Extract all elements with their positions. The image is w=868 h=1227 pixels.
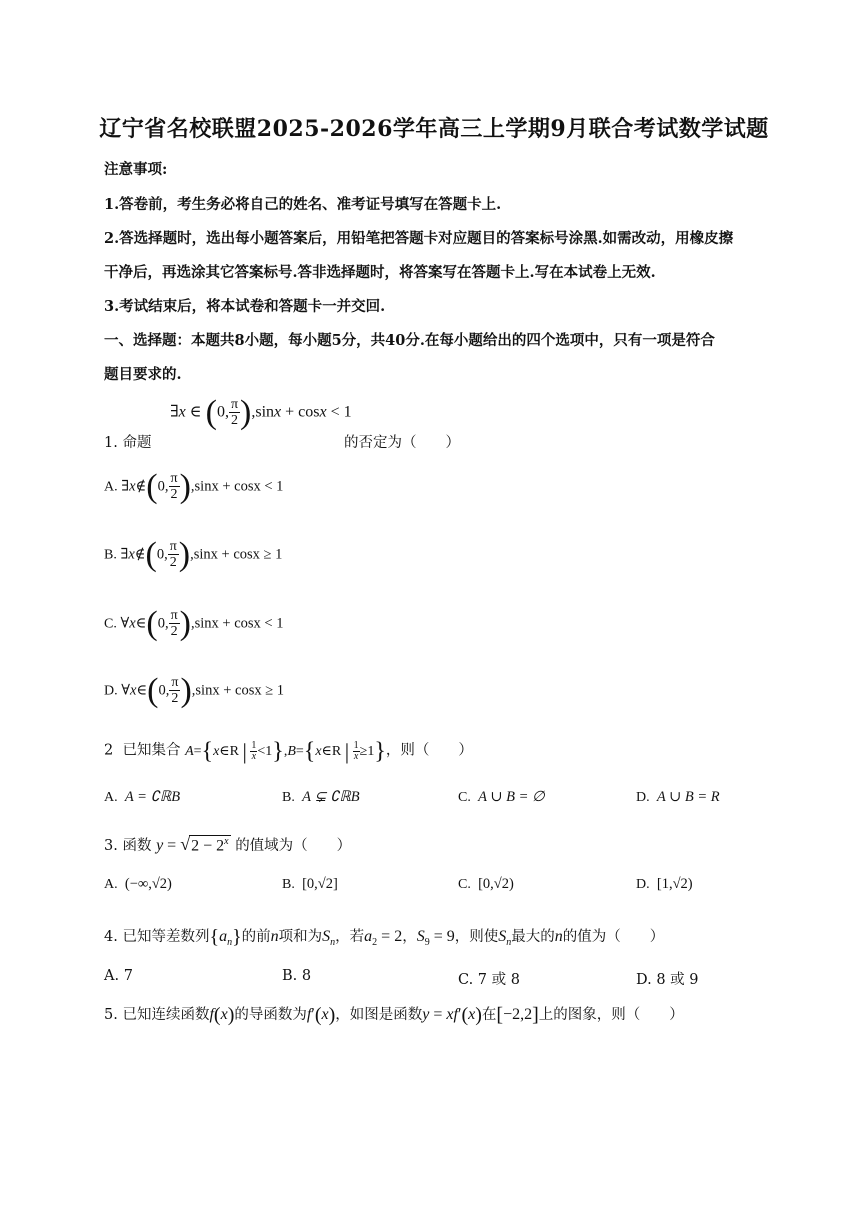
- q4-option-c[interactable]: C. 7 或 8: [458, 972, 520, 988]
- notice-item-3: 3.考试结束后，将本试卷和答题卡一并交回.: [104, 298, 386, 315]
- q4-option-d[interactable]: D. 8 或 9: [636, 972, 699, 988]
- q2-option-c[interactable]: C. A ∪ B = ∅: [458, 789, 545, 805]
- q1-option-d[interactable]: D. ∀x∈(0, $\frac{\pi}{2}$ ),sinx + cosx ≥ 1: [104, 672, 285, 709]
- q4-stem: 4. 已知等差数列$\{a_n\}$的前n项和为$S_n$，若$a_2 = 2$，$S_9 = 9$，则使$S_n$最大的n的值为（ ）: [104, 925, 665, 949]
- q5-stem: 5. 已知连续函数f(x)的导函数为f′(x)，如图是函数y = xf′(x)在[−2,2]上的图象，则（ ）: [104, 1003, 684, 1026]
- q2-option-d[interactable]: D. A ∪ B = R: [636, 789, 720, 805]
- section-heading-cont: 题目要求的.: [104, 366, 182, 383]
- notice-heading: 注意事项:: [104, 161, 168, 178]
- notice-item-2-cont: 干净后，再选涂其它答案标号.答非选择题时，将答案写在答题卡上.写在本试卷上无效.: [104, 264, 656, 281]
- q3-option-c[interactable]: C. [0,√2): [458, 876, 514, 892]
- page-title: 辽宁省名校联盟2025-2026学年高三上学期9月联合考试数学试题: [99, 116, 769, 142]
- notice-item-1: 1.答卷前，考生务必将自己的姓名、准考证号填写在答题卡上.: [104, 196, 502, 213]
- q1-stem: 1. 命题: [104, 435, 152, 451]
- q1-option-a[interactable]: A. ∃x∉(0, $\frac{\pi}{2}$ ),sinx + cosx < 1: [104, 468, 284, 505]
- section-heading: 一、选择题：本题共8小题，每小题5分，共40分.在每小题给出的四个选项中，只有一项是符合: [104, 332, 715, 349]
- q4-option-a[interactable]: A. 7: [104, 968, 133, 984]
- q3-option-d[interactable]: D. [1,√2): [636, 876, 693, 892]
- q3-stem: 3. 函数 $y = √2 - 2^x$ 的值域为（ ）: [104, 834, 352, 854]
- q1-formula: ∃x ∈ (0, $\frac{\pi}{2}$ ),sinx + cosx < 1: [170, 394, 352, 431]
- q3-option-a[interactable]: A. (−∞,√2): [104, 876, 172, 892]
- q2-stem: 2 已知集合 A={x∈R | $\frac{1}{x}$ <1},B={x∈R | $\frac{1}{x}$ ≥1}，则（ ）: [104, 738, 473, 764]
- q2-option-b[interactable]: B. A ⊊ ∁ℝB: [282, 789, 360, 805]
- q4-option-b[interactable]: B. 8: [282, 968, 312, 984]
- q1-option-b[interactable]: B. ∃x∉(0, $\frac{\pi}{2}$ ),sinx + cosx ≥ 1: [104, 536, 283, 573]
- q1-stem-suffix: 的否定为（ ）: [344, 435, 460, 451]
- notice-item-2: 2.答选择题时，选出每小题答案后，用铅笔把答题卡对应题目的答案标号涂黑.如需改动，用橡皮擦: [104, 230, 734, 247]
- q2-option-a[interactable]: A. A = ∁ℝB: [104, 789, 181, 805]
- q1-option-c[interactable]: C. ∀x∈(0, $\frac{\pi}{2}$ ),sinx + cosx < 1: [104, 605, 284, 642]
- q3-option-b[interactable]: B. [0,√2]: [282, 876, 338, 892]
